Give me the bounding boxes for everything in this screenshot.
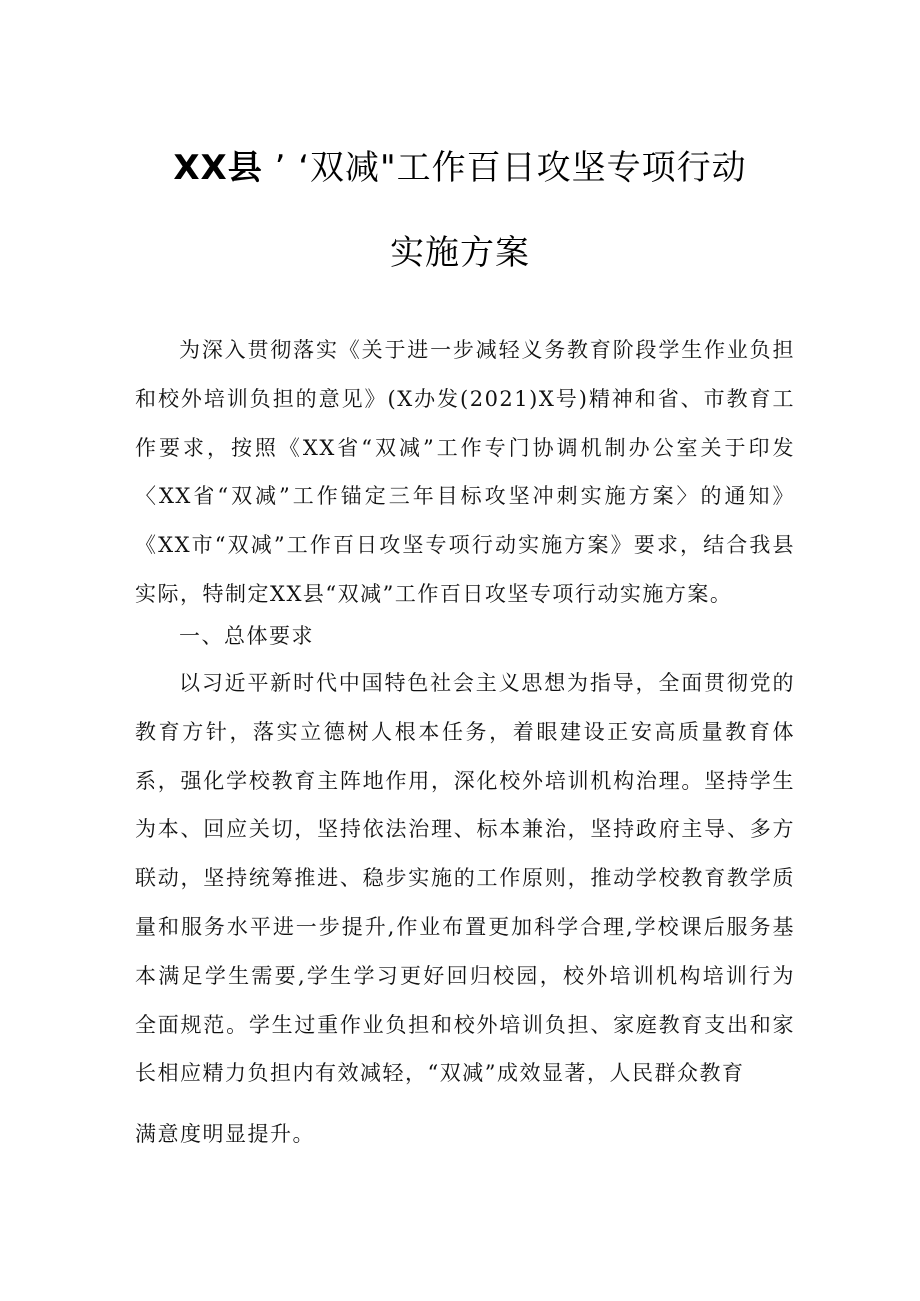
document-title-line-1 <box>0 140 920 189</box>
intro-paragraph: 为深入贯彻落实《关于进一步减轻义务教育阶段学生作业负担和校外培训负担的意见》(X办发(2021)X号)精神和省、市教育工作要求，按照《XX省“双减”工作专门协调机制办公室关于印发〈XX省“双减”工作锚定三年目标攻坚冲刺实施方案〉的通知》《XX市“双减”工作百日攻坚专项行动实施方案》要求，结合我县实际，特制定XX县“双减”工作百日攻坚专项行动实施方案。 <box>135 338 795 606</box>
title-county-name: XX县 <box>173 148 263 188</box>
section-heading-general-requirements: 一、总体要求 <box>179 624 314 648</box>
general-requirements-continuation: 满意度明显提升。 <box>135 1122 315 1146</box>
general-requirements-paragraph: 以习近平新时代中国特色社会主义思想为指导，全面贯彻党的教育方针，落实立德树人根本任务，着眼建设正安高质量教育体系，强化学校教育主阵地作用，深化校外培训机构治理。坚持学生为本、回应关切，坚持依法治理、标本兼治，坚持政府主导、多方联动，坚持统筹推进、稳步实施的工作原则，推动学校教育教学质量和服务水平进一步提升,作业布置更加科学合理,学校课后服务基本满足学生需要,学生学习更好回归校园，校外培训机构培训行为全面规范。学生过重作业负担和校外培训负担、家庭教育支出和家长相应精力负担内有效减轻，“双减”成效显著，人民群众教育 <box>135 671 795 1086</box>
title-main-text: ’ ‘双减"工作百日攻坚专项行动 <box>262 148 747 188</box>
document-title-line-2: 实施方案 <box>390 233 530 273</box>
